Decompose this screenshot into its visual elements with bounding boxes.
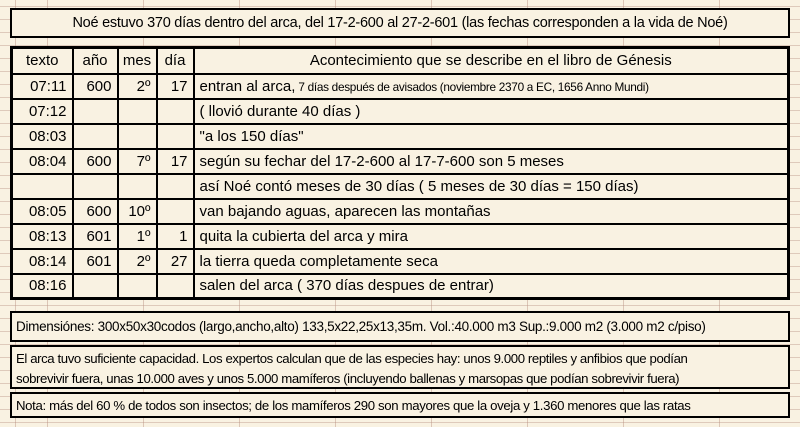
table-row [12,174,789,199]
cell-texto: 08:13 [12,224,73,249]
cell-texto: 07:11 [12,74,73,99]
cell-desc: van bajando aguas, aparecen las montañas [194,199,789,224]
cell-texto: 07:12 [12,99,73,124]
cell-dia [157,199,194,224]
dimensions-note [10,311,790,342]
desc-main: entran al arca, [199,77,296,95]
title-banner [10,8,790,38]
table-row [12,124,789,149]
table-header [12,48,789,74]
cell-ano: 601 [73,224,118,249]
cell-texto: 08:04 [12,149,73,174]
table-row [12,249,789,274]
cell-desc: quita la cubierta del arca y mira [194,224,789,249]
cell-ano [73,174,118,199]
chronology-table [10,46,790,300]
cell-dia [157,99,194,124]
capacity-line-1: El arca tuvo suficiente capacidad. Los expertos calculan que de las especies hay: unos 9.000 reptiles y anfibios que podían [16,351,688,366]
header-cell-mes: mes [118,48,157,74]
cell-texto: 08:03 [12,124,73,149]
cell-desc [194,74,789,99]
title-text: Noé estuvo 370 días dentro del arca, del 17-2-600 al 27-2-601 (las fechas corresponden a la vida de Noé) [72,15,728,31]
cell-dia: 27 [157,249,194,274]
cell-dia: 17 [157,74,194,99]
cell-ano: 600 [73,149,118,174]
cell-mes: 10º [118,199,157,224]
cell-ano [73,124,118,149]
nota-text: Nota: más del 60 % de todos son insectos; de los mamíferos 290 son mayores que la oveja y 1.360 menores que las ratas [16,397,691,413]
cell-ano: 600 [73,74,118,99]
cell-ano [73,274,118,299]
cell-texto: 08:14 [12,249,73,274]
header-cell-dia: día [157,48,194,74]
cell-ano [73,99,118,124]
cell-desc: ( llovió durante 40 días ) [194,99,789,124]
cell-dia: 1 [157,224,194,249]
cell-dia [157,124,194,149]
cell-texto: 08:16 [12,274,73,299]
header-cell-ano: año [73,48,118,74]
cell-mes: 2º [118,249,157,274]
cell-mes [118,124,157,149]
header-cell-desc: Acontecimiento que se describe en el libro de Génesis [194,48,789,74]
cell-mes [118,274,157,299]
table-row [12,99,789,124]
cell-desc: la tierra queda completamente seca [194,249,789,274]
cell-ano: 601 [73,249,118,274]
cell-mes: 2º [118,74,157,99]
cell-mes [118,99,157,124]
cell-mes: 7º [118,149,157,174]
cell-mes: 1º [118,224,157,249]
cell-desc: según su fechar del 17-2-600 al 17-7-600 son 5 meses [194,149,789,174]
table-row [12,274,789,299]
table-row [12,149,789,174]
cell-mes [118,174,157,199]
table-row [12,199,789,224]
header-cell-texto: texto [12,48,73,74]
dimensions-text: Dimensiónes: 300x50x30codos (largo,ancho,alto) 133,5x22,25x13,35m. Vol.:40.000 m3 Sup.:9.000 m2 (3.000 m2 c/piso) [16,319,706,334]
capacity-line-2: sobrevivir fuera, unas 10.000 aves y unos 5.000 mamíferos (incluyendo ballenas y marsopas que podían sobrevivir fuera) [16,371,680,386]
table-body [12,74,789,299]
cell-desc: salen del arca ( 370 días despues de entrar) [194,274,789,299]
cell-dia [157,174,194,199]
cell-desc: "a los 150 días" [194,124,789,149]
insects-note [10,392,790,418]
table-row [12,74,789,99]
cell-dia [157,274,194,299]
capacity-note [10,345,790,389]
header-row [12,48,789,74]
cell-ano: 600 [73,199,118,224]
desc-annotation: 7 días después de avisados (noviembre 2370 a EC, 1656 Anno Mundi) [295,79,649,94]
cell-desc: así Noé contó meses de 30 días ( 5 meses de 30 días = 150 días) [194,174,789,199]
cell-dia: 17 [157,149,194,174]
cell-texto: 08:05 [12,199,73,224]
cell-texto [12,174,73,199]
table-row [12,224,789,249]
